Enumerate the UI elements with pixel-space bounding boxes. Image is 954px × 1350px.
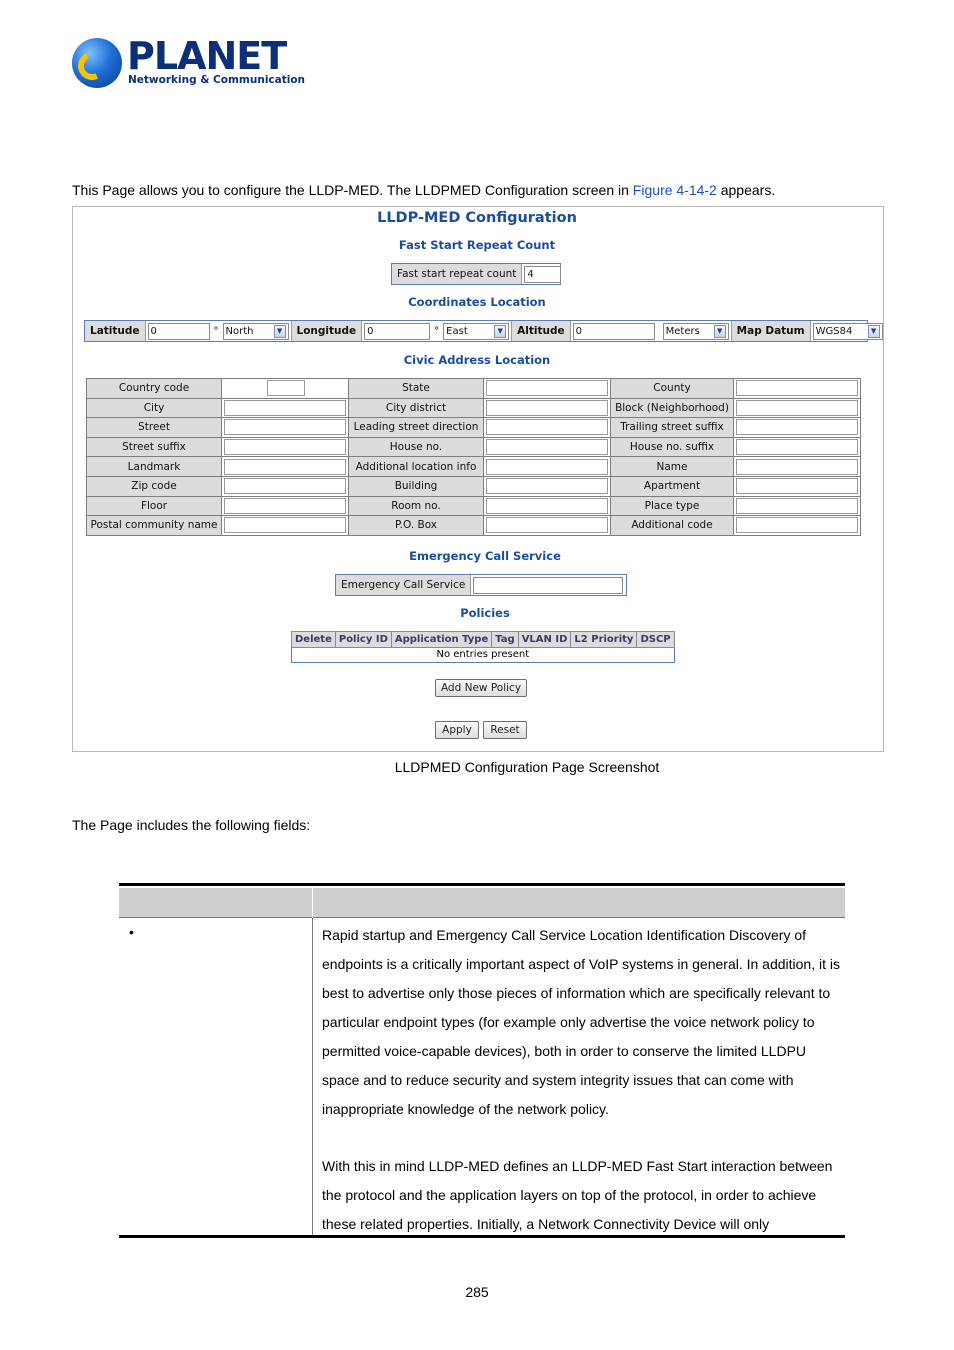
fast-start-cell xyxy=(522,264,563,284)
civic-field-cell xyxy=(484,398,611,418)
civic-field-cell xyxy=(734,437,861,457)
civic-field-input[interactable] xyxy=(486,459,608,475)
latitude-cell xyxy=(146,321,291,341)
civic-field-input[interactable] xyxy=(224,419,346,435)
altitude-cell xyxy=(571,321,731,341)
civic-field-input[interactable] xyxy=(736,439,858,455)
ecs-input[interactable] xyxy=(473,577,623,594)
civic-field-label: Street xyxy=(87,418,222,438)
latitude-direction-select[interactable] xyxy=(223,323,289,340)
civic-field-label: Country code xyxy=(87,379,222,399)
civic-field-label: House no. xyxy=(349,437,484,457)
civic-row xyxy=(87,516,861,536)
fast-start-row xyxy=(391,263,561,285)
lldp-med-screenshot xyxy=(72,206,884,752)
civic-row xyxy=(87,457,861,477)
map-datum-value: WGS84 xyxy=(815,325,853,337)
civic-field-label: Place type xyxy=(611,496,734,516)
table-header xyxy=(119,888,845,918)
civic-row xyxy=(87,379,861,399)
civic-field-label: County xyxy=(611,379,734,399)
map-datum-select[interactable] xyxy=(813,323,883,340)
civic-row xyxy=(87,418,861,438)
civic-field-input[interactable] xyxy=(267,380,305,396)
civic-field-cell xyxy=(484,496,611,516)
policies-column-header: VLAN ID xyxy=(518,632,571,648)
ecs-row xyxy=(335,574,627,596)
logo-tagline: Networking & Communication xyxy=(128,74,306,86)
civic-field-input[interactable] xyxy=(486,517,608,533)
apply-button[interactable]: Apply xyxy=(435,721,479,739)
latitude-label: Latitude xyxy=(85,321,146,341)
civic-field-input[interactable] xyxy=(486,419,608,435)
altitude-unit-value: Meters xyxy=(665,325,700,337)
chevron-down-icon: ▼ xyxy=(714,325,726,338)
chevron-down-icon: ▼ xyxy=(494,325,506,338)
map-datum-cell xyxy=(811,321,885,341)
figure-caption: LLDPMED Configuration Page Screenshot xyxy=(394,759,660,775)
civic-field-cell xyxy=(222,516,349,536)
civic-field-label: Postal community name xyxy=(87,516,222,536)
civic-field-label: Trailing street suffix xyxy=(611,418,734,438)
civic-field-input[interactable] xyxy=(486,439,608,455)
table-bottom-rule xyxy=(119,1235,845,1238)
civic-field-label: Floor xyxy=(87,496,222,516)
ecs-cell xyxy=(471,575,625,595)
policies-column-header: Delete xyxy=(292,632,336,648)
policies-column-header: L2 Priority xyxy=(571,632,637,648)
civic-field-cell xyxy=(222,457,349,477)
civic-field-cell xyxy=(222,379,349,399)
civic-field-label: Leading street direction xyxy=(349,418,484,438)
fast-start-label: Fast start repeat count xyxy=(392,264,522,284)
civic-field-label: State xyxy=(349,379,484,399)
civic-field-cell xyxy=(484,476,611,496)
civic-row xyxy=(87,437,861,457)
fast-start-section-title: Fast Start Repeat Count xyxy=(398,238,556,252)
intro-after: appears. xyxy=(716,182,776,198)
add-new-policy-button[interactable]: Add New Policy xyxy=(435,679,527,697)
policies-table xyxy=(291,631,675,663)
altitude-input[interactable]: 0 xyxy=(573,323,655,340)
field-description-table xyxy=(119,883,845,1239)
intro-text xyxy=(72,182,775,198)
longitude-direction-value: East xyxy=(446,325,468,337)
civic-field-label: Apartment xyxy=(611,476,734,496)
civic-field-label: Street suffix xyxy=(87,437,222,457)
civic-field-input[interactable] xyxy=(736,517,858,533)
policies-column-header: Policy ID xyxy=(335,632,391,648)
civic-field-cell xyxy=(734,516,861,536)
coordinates-section-title: Coordinates Location xyxy=(408,295,546,309)
civic-field-label: Name xyxy=(611,457,734,477)
longitude-label: Longitude xyxy=(291,321,363,341)
latitude-degree: ° xyxy=(213,325,219,337)
civic-field-label: P.O. Box xyxy=(349,516,484,536)
civic-table-body xyxy=(87,379,861,536)
field-description xyxy=(322,921,842,1267)
civic-field-cell xyxy=(222,398,349,418)
policies-column-header: Tag xyxy=(492,632,518,648)
longitude-cell xyxy=(362,321,511,341)
longitude-degree: ° xyxy=(434,325,440,337)
description-paragraph-2: With this in mind LLDP-MED defines an LLDP-MED Fast Start interaction between the protocol and the application layers on top of the protocol, in order to achieve these related properties. Initially, a Network Connectivity Device will only xyxy=(322,1158,833,1232)
civic-field-label: Room no. xyxy=(349,496,484,516)
bullet-icon: • xyxy=(129,924,134,940)
civic-field-cell xyxy=(484,457,611,477)
civic-field-label: City district xyxy=(349,398,484,418)
civic-address-table xyxy=(86,378,861,536)
latitude-input[interactable]: 0 xyxy=(148,323,210,340)
civic-field-input[interactable] xyxy=(224,459,346,475)
civic-field-input[interactable] xyxy=(224,498,346,514)
policies-header-row xyxy=(292,632,675,648)
column-divider xyxy=(312,918,313,1236)
civic-field-cell xyxy=(484,379,611,399)
civic-field-cell xyxy=(734,496,861,516)
civic-field-input[interactable] xyxy=(486,478,608,494)
description-paragraph-1: Rapid startup and Emergency Call Service Location Identification Discovery of endpoints is a critically important aspect of VoIP systems in general. In addition, it is best to advertise only those pieces of information which are specifically relevant to particular endpoint types (for example only advertise the voice network policy to permitted voice-capable devices), both in order to conserve the limited LLDPU space and to reduce security and system integrity issues that can come with inappropriate knowledge of the network policy. xyxy=(322,927,840,1117)
civic-field-cell xyxy=(734,398,861,418)
civic-field-input[interactable] xyxy=(486,498,608,514)
civic-field-cell xyxy=(734,379,861,399)
page-title: LLDP-MED Configuration xyxy=(377,210,577,226)
civic-field-input[interactable] xyxy=(736,380,858,396)
civic-field-label: Landmark xyxy=(87,457,222,477)
longitude-direction-select[interactable] xyxy=(443,323,509,340)
civic-row xyxy=(87,398,861,418)
ecs-section-title: Emergency Call Service xyxy=(409,549,561,563)
altitude-label: Altitude xyxy=(511,321,570,341)
civic-field-input[interactable] xyxy=(736,478,858,494)
civic-section-title: Civic Address Location xyxy=(403,353,551,367)
civic-field-cell xyxy=(222,496,349,516)
page-number: 285 xyxy=(465,1284,489,1300)
civic-field-label: City xyxy=(87,398,222,418)
civic-field-input[interactable] xyxy=(736,498,858,514)
civic-field-input[interactable] xyxy=(486,380,608,396)
altitude-unit-select[interactable] xyxy=(663,323,729,340)
intro-before: This Page allows you to configure the LLDP-MED. The LLDPMED Configuration screen in xyxy=(72,182,633,198)
policies-empty-row xyxy=(292,648,675,663)
reset-button[interactable]: Reset xyxy=(483,721,527,739)
civic-field-input[interactable] xyxy=(224,478,346,494)
longitude-input[interactable]: 0 xyxy=(364,323,430,340)
fields-intro: The Page includes the following fields: xyxy=(72,817,311,833)
latitude-direction-value: North xyxy=(225,325,254,337)
planet-logo xyxy=(72,34,306,92)
figure-link[interactable]: Figure 4-14-2 xyxy=(632,182,717,198)
civic-field-cell xyxy=(734,418,861,438)
civic-field-label: House no. suffix xyxy=(611,437,734,457)
policies-column-header: DSCP xyxy=(637,632,674,648)
fast-start-input[interactable]: 4 xyxy=(524,266,561,283)
civic-field-label: Additional code xyxy=(611,516,734,536)
civic-field-input[interactable] xyxy=(224,400,346,416)
chevron-down-icon: ▼ xyxy=(274,325,286,338)
civic-field-input[interactable] xyxy=(224,439,346,455)
civic-field-cell xyxy=(222,476,349,496)
civic-field-cell xyxy=(484,418,611,438)
civic-field-label: Building xyxy=(349,476,484,496)
header-divider xyxy=(312,888,313,918)
map-datum-label: Map Datum xyxy=(731,321,811,341)
civic-field-label: Additional location info xyxy=(349,457,484,477)
civic-field-input[interactable] xyxy=(486,400,608,416)
ecs-label: Emergency Call Service xyxy=(336,575,471,595)
civic-field-input[interactable] xyxy=(736,400,858,416)
civic-field-label: Block (Neighborhood) xyxy=(611,398,734,418)
no-entries-text: No entries present xyxy=(436,649,530,660)
civic-field-input[interactable] xyxy=(736,419,858,435)
table-top-rule xyxy=(119,883,845,886)
civic-field-cell xyxy=(222,437,349,457)
civic-field-cell xyxy=(222,418,349,438)
civic-field-cell xyxy=(484,516,611,536)
civic-field-input[interactable] xyxy=(224,517,346,533)
civic-field-input[interactable] xyxy=(736,459,858,475)
chevron-down-icon: ▼ xyxy=(868,325,880,338)
policies-column-header: Application Type xyxy=(391,632,491,648)
civic-field-cell xyxy=(734,476,861,496)
civic-row xyxy=(87,496,861,516)
logo-wordmark: PLANET xyxy=(127,34,287,78)
coordinates-row xyxy=(84,320,877,342)
civic-row xyxy=(87,476,861,496)
civic-field-cell xyxy=(734,457,861,477)
policies-section-title: Policies xyxy=(460,606,510,620)
civic-field-label: Zip code xyxy=(87,476,222,496)
civic-field-cell xyxy=(484,437,611,457)
